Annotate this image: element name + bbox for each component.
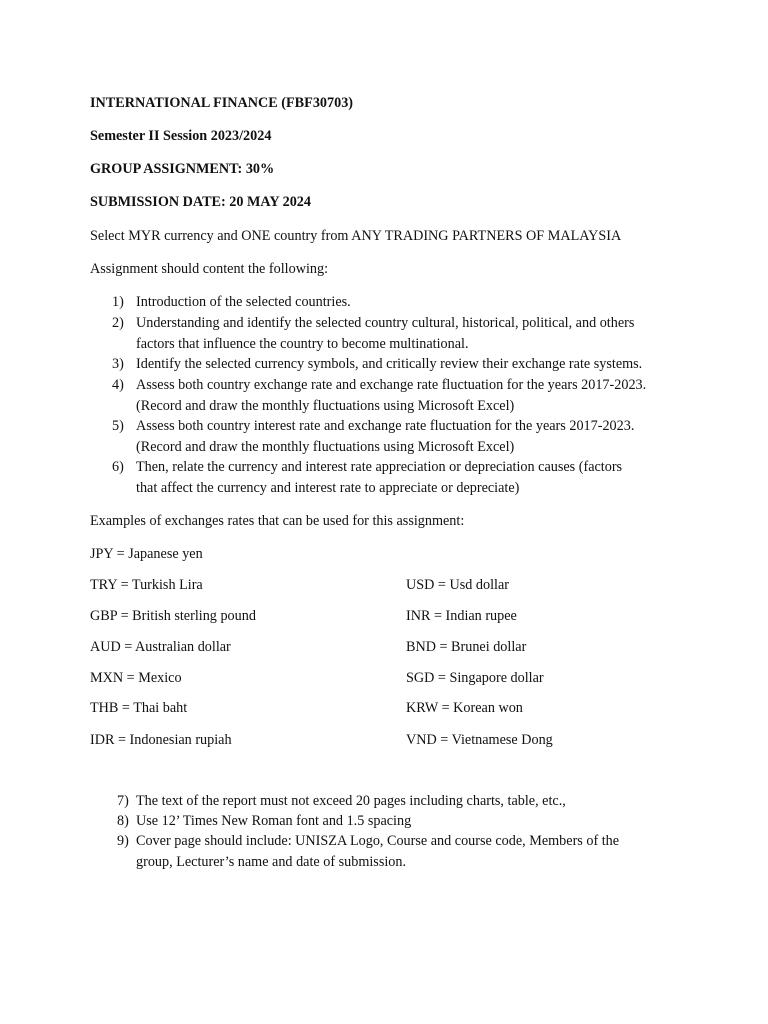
- list-item-number: 2): [112, 315, 124, 331]
- list-item-text-continued: that affect the currency and interest rate to appreciate or depreciate): [136, 479, 520, 496]
- list-item-text: The text of the report must not exceed 20 pages including charts, table, etc.,: [136, 793, 566, 809]
- list-item-number: 7): [117, 793, 129, 809]
- list-item-text: Understanding and identify the selected country cultural, historical, political, and others: [136, 315, 635, 331]
- currency-example: USD = Usd dollar: [406, 577, 509, 593]
- list-item-text: Then, relate the currency and interest rate appreciation or depreciation causes (factors: [136, 459, 623, 475]
- currency-example: MXN = Mexico: [90, 670, 182, 686]
- selection-instruction: Select MYR currency and ONE country from ANY TRADING PARTNERS OF MALAYSIA: [90, 228, 622, 244]
- currency-example: BND = Brunei dollar: [406, 639, 527, 655]
- semester-session: Semester II Session 2023/2024: [90, 128, 272, 144]
- currency-example: JPY = Japanese yen: [90, 546, 203, 562]
- course-title: INTERNATIONAL FINANCE (FBF30703): [90, 95, 354, 111]
- list-item-number: 5): [112, 418, 124, 434]
- list-item-text-continued: group, Lecturer’s name and date of submission.: [136, 853, 407, 870]
- list-item-number: 3): [112, 356, 124, 372]
- list-item-number: 4): [112, 377, 124, 393]
- list-item-text: Cover page should include: UNISZA Logo, Course and course code, Members of the: [136, 833, 620, 849]
- currency-example: IDR = Indonesian rupiah: [90, 732, 232, 748]
- list-item-number: 1): [112, 294, 124, 310]
- list-item-text: Assess both country interest rate and exchange rate fluctuation for the years 2017-2023.: [136, 418, 635, 434]
- assignment-weight: GROUP ASSIGNMENT: 30%: [90, 161, 275, 177]
- list-item-number: 6): [112, 459, 124, 475]
- currency-example: AUD = Australian dollar: [90, 639, 231, 655]
- list-item-text-continued: (Record and draw the monthly fluctuations using Microsoft Excel): [136, 397, 515, 414]
- currency-example: GBP = British sterling pound: [90, 608, 256, 624]
- list-item-text: Assess both country exchange rate and exchange rate fluctuation for the years 2017-2023.: [136, 377, 647, 393]
- list-item-text: Identify the selected currency symbols, and critically review their exchange rate systems.: [136, 356, 643, 372]
- list-item-text: Introduction of the selected countries.: [136, 294, 351, 310]
- currency-example: KRW = Korean won: [406, 700, 523, 716]
- currency-example: SGD = Singapore dollar: [406, 670, 544, 686]
- currency-example: VND = Vietnamese Dong: [406, 732, 553, 748]
- examples-heading: Examples of exchanges rates that can be used for this assignment:: [90, 513, 465, 529]
- currency-example: INR = Indian rupee: [406, 608, 517, 624]
- list-item-text: Use 12’ Times New Roman font and 1.5 spacing: [136, 813, 412, 829]
- list-item-number: 9): [117, 833, 129, 849]
- currency-example: THB = Thai baht: [90, 700, 188, 716]
- content-instruction: Assignment should content the following:: [90, 261, 329, 277]
- list-item-text-continued: factors that influence the country to become multinational.: [136, 335, 469, 352]
- list-item-text-continued: (Record and draw the monthly fluctuations using Microsoft Excel): [136, 438, 515, 455]
- currency-example: TRY = Turkish Lira: [90, 577, 203, 593]
- submission-date: SUBMISSION DATE: 20 MAY 2024: [90, 194, 311, 210]
- list-item-number: 8): [117, 813, 129, 829]
